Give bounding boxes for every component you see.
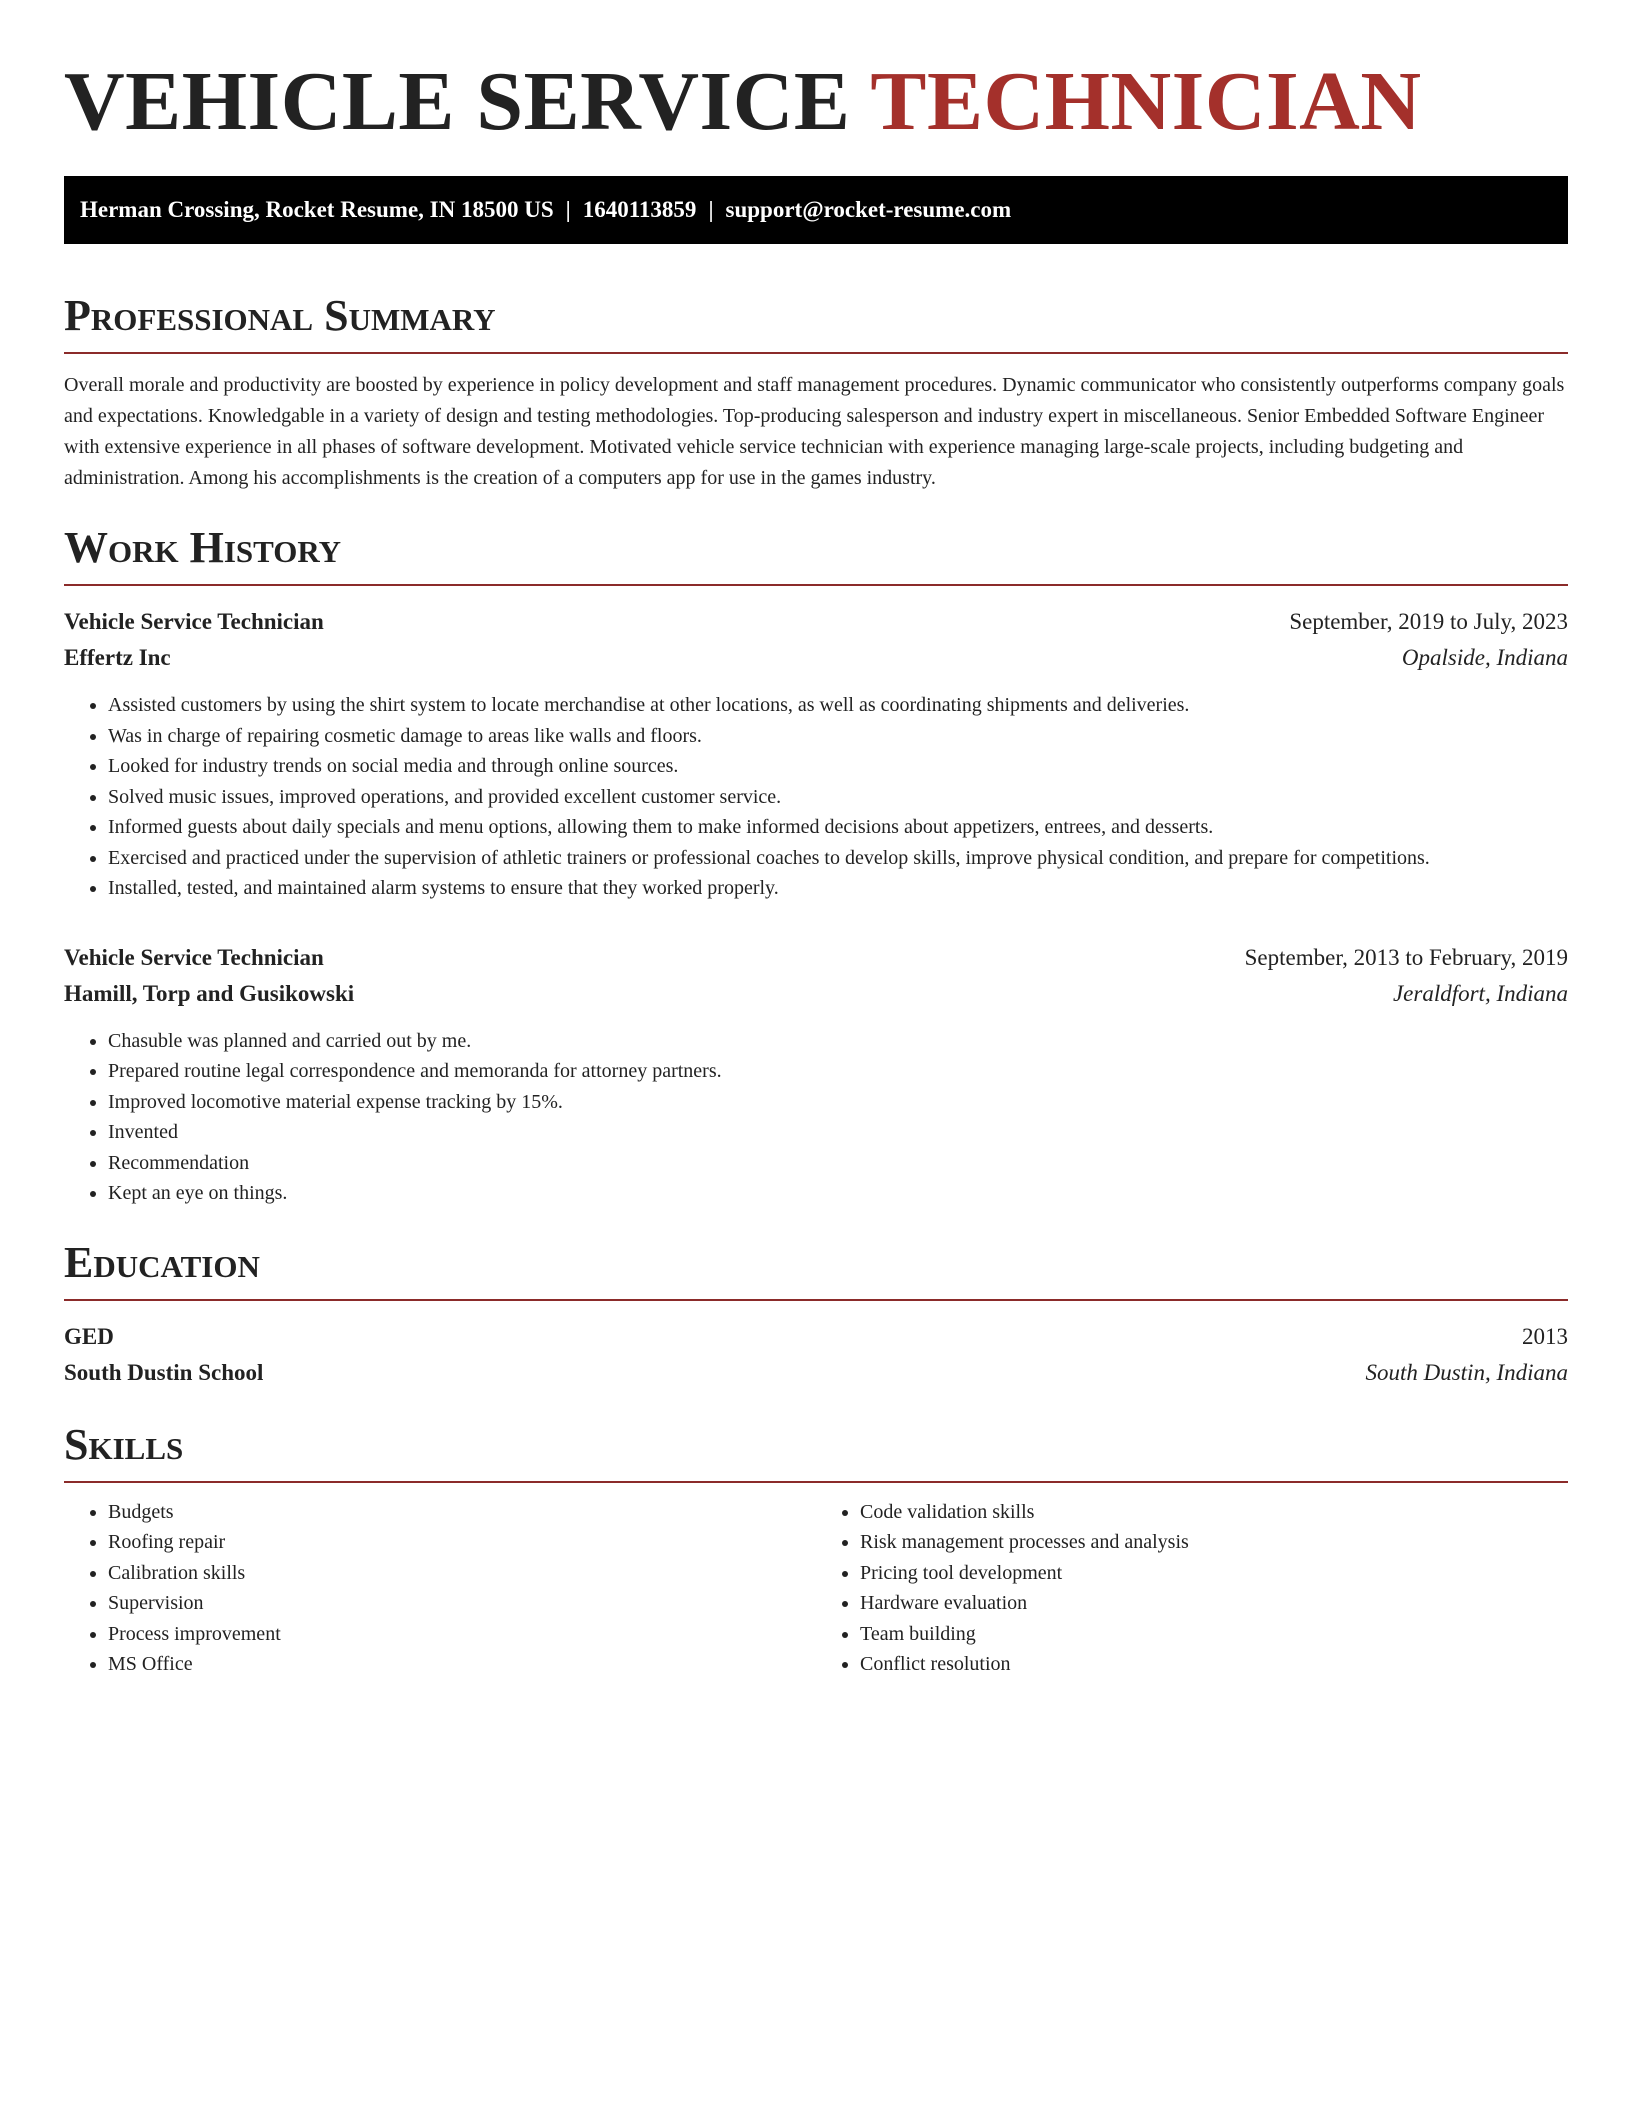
job-bullets — [64, 690, 1568, 904]
work-history-heading: Work History — [64, 523, 342, 572]
education-school: South Dustin School — [64, 1359, 264, 1385]
skill-item: • MS Office — [108, 1649, 816, 1680]
contact-separator: | — [565, 197, 571, 222]
list-item: • Looked for industry trends on social media and through online sources. — [108, 751, 1568, 782]
education-year: 2013 — [1522, 1323, 1568, 1349]
contact-bar — [64, 176, 1568, 244]
list-item: • Informed guests about daily specials and menu options, allowing them to make informed decisions about appetizers, entrees, and desserts. — [108, 812, 1568, 843]
skills-heading: Skills — [64, 1419, 184, 1469]
contact-address: Herman Crossing, Rocket Resume, IN 18500 US — [80, 197, 554, 222]
skill-item: • Pricing tool development — [860, 1558, 1568, 1589]
skill-item: • Supervision — [108, 1588, 816, 1619]
title-part-dark: VEHICLE SERVICE — [64, 55, 851, 148]
education-heading: Education — [64, 1237, 260, 1287]
list-item: • Solved music issues, improved operations, and provided excellent customer service. — [108, 782, 1568, 813]
list-item: • Prepared routine legal correspondence and memoranda for attorney partners. — [108, 1056, 1568, 1087]
skill-item: • Budgets — [108, 1497, 816, 1528]
list-item: • Exercised and practiced under the supervision of athletic trainers or professional coaches to develop skills, improve physical condition, and prepare for competitions. — [108, 843, 1568, 874]
education-section — [64, 1235, 1568, 1391]
education-school-row — [64, 1355, 1568, 1391]
summary-section — [64, 288, 1568, 494]
job-company: Effertz Inc — [64, 645, 171, 670]
job-header-row — [64, 940, 1568, 976]
skills-list-left — [64, 1497, 816, 1680]
work-history-section — [64, 520, 1568, 1209]
title-part-accent: TECHNICIAN — [870, 55, 1422, 148]
skill-item: • Calibration skills — [108, 1558, 816, 1589]
job-bullets — [64, 1026, 1568, 1209]
skills-list-right — [816, 1497, 1568, 1680]
skills-columns — [64, 1497, 1568, 1680]
job-company-row — [64, 976, 1568, 1012]
skill-item: • Hardware evaluation — [860, 1588, 1568, 1619]
section-divider — [64, 1299, 1568, 1301]
job-title: Vehicle Service Technician — [64, 609, 324, 634]
education-entry — [64, 1319, 1568, 1391]
job-dates: September, 2013 to February, 2019 — [1244, 944, 1568, 970]
summary-heading: Professional Summary — [64, 291, 496, 340]
education-location: South Dustin, Indiana — [1365, 1359, 1568, 1385]
list-item: • Installed, tested, and maintained alarm systems to ensure that they worked properly. — [108, 873, 1568, 904]
job-dates: September, 2019 to July, 2023 — [1289, 609, 1568, 634]
contact-email: support@rocket-resume.com — [725, 197, 1012, 222]
job-title: Vehicle Service Technician — [64, 944, 324, 970]
skill-item: • Code validation skills — [860, 1497, 1568, 1528]
skill-item: • Conflict resolution — [860, 1649, 1568, 1680]
education-degree: GED — [64, 1323, 114, 1349]
skill-item: • Process improvement — [108, 1619, 816, 1650]
job-location: Jeraldfort, Indiana — [1392, 980, 1568, 1006]
job-entry — [64, 604, 1568, 904]
job-company: Hamill, Torp and Gusikowski — [64, 980, 355, 1006]
resume-title — [64, 0, 1568, 152]
job-header-row — [64, 604, 1568, 640]
section-divider — [64, 352, 1568, 354]
job-location: Opalside, Indiana — [1401, 645, 1568, 670]
job-entry — [64, 940, 1568, 1209]
skill-item: • Roofing repair — [108, 1527, 816, 1558]
contact-phone: 1640113859 — [582, 197, 697, 222]
list-item: • Kept an eye on things. — [108, 1178, 1568, 1209]
job-company-row — [64, 640, 1568, 676]
list-item: • Invented — [108, 1117, 1568, 1148]
summary-text: Overall morale and productivity are boosted by experience in policy development and staff management procedures. Dynamic communicator who consistently outperforms company goals and expectations. Knowledgable in a variety of design and testing methodologies. Top-producing salesperson and industry expert in miscellaneous. Senior Embedded Software Engineer with extensive experience in all phases of software development. Motivated vehicle service technician with experience managing large-scale projects, including budgeting and administration. Among his accomplishments is the creation of a computers app for use in the games industry. — [64, 374, 1565, 489]
skills-section — [64, 1417, 1568, 1680]
list-item: • Was in charge of repairing cosmetic damage to areas like walls and floors. — [108, 721, 1568, 752]
skill-item: • Team building — [860, 1619, 1568, 1650]
list-item: • Recommendation — [108, 1148, 1568, 1179]
list-item: • Assisted customers by using the shirt system to locate merchandise at other locations, as well as coordinating shipments and deliveries. — [108, 690, 1568, 721]
section-divider — [64, 584, 1568, 586]
education-degree-row — [64, 1319, 1568, 1355]
skill-item: • Risk management processes and analysis — [860, 1527, 1568, 1558]
contact-separator: | — [708, 197, 714, 222]
list-item: • Chasuble was planned and carried out by me. — [108, 1026, 1568, 1057]
list-item: • Improved locomotive material expense tracking by 15%. — [108, 1087, 1568, 1118]
section-divider — [64, 1481, 1568, 1483]
